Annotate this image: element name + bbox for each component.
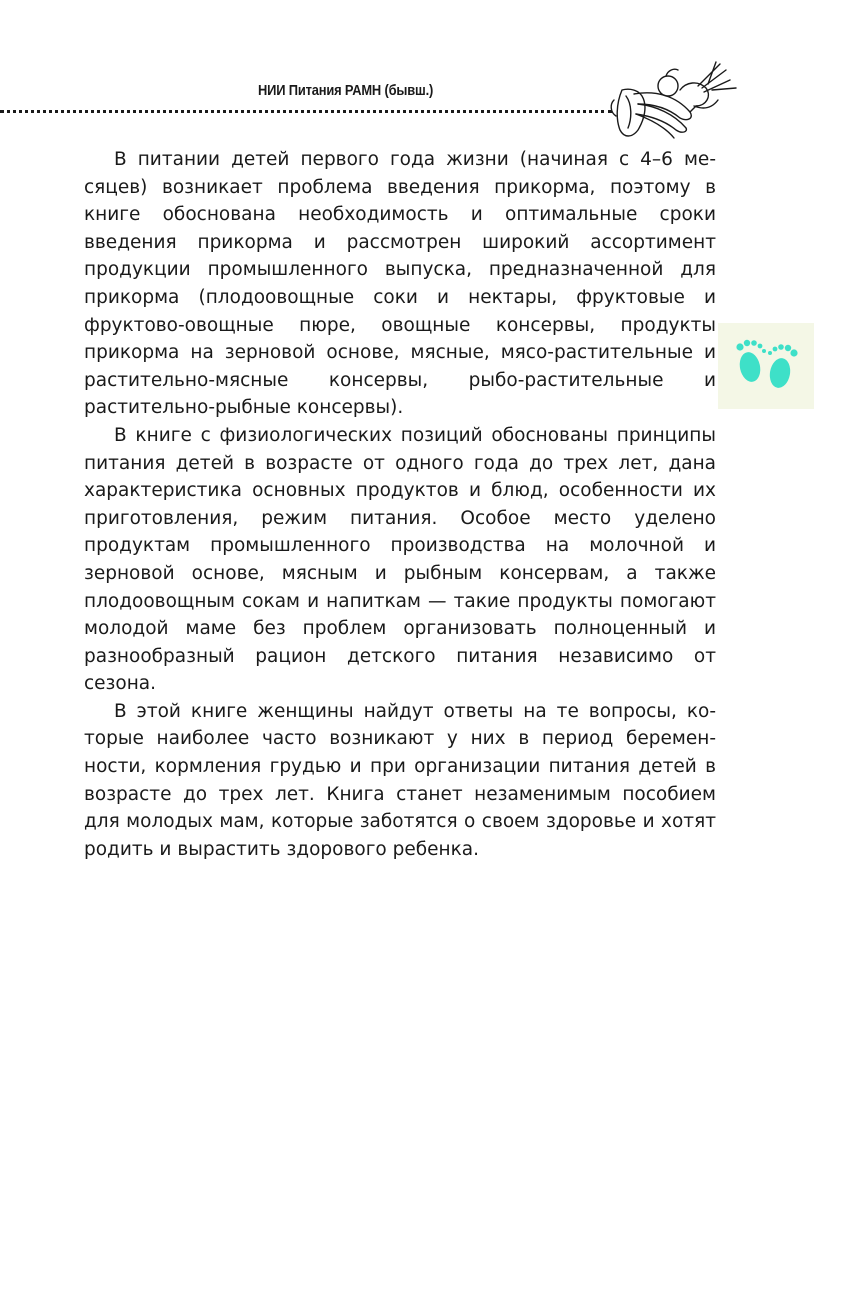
baby-footprints-icon xyxy=(728,333,804,397)
body-text xyxy=(84,146,716,863)
side-tab xyxy=(718,323,814,409)
dotted-divider xyxy=(0,110,612,113)
paragraph-2: В книге с физиологических позиций обоснованы принципы питания детей в возрасте от одного года до трех лет, дана характеристика основных продуктов и блюд, особенности их приготовления, режим питания. Особое место уделено продуктам промышленного производства на молочной и зерновой основе, мясным и рыбным консервам, а также плодоовощным сокам и напиткам — такие продукты помогают молодой маме без проблем организовать полноценный и разнообразный рацион детского питания независимо от сезона. xyxy=(84,424,716,695)
paragraph-3: В этой книге женщины найдут ответы на те вопросы, которые наиболее часто возникают у них в период беременности, кормления грудью и при организации питания детей в возрасте до трех лет. Книга станет незаменимым пособием для молодых мам, которые заботятся о своем здоровье и хотят родить и вырастить здорового ребенка. xyxy=(84,700,716,860)
paragraph-1: В питании детей первого года жизни (начиная с 4–6 месяцев) возникает проблема введения прикорма, поэтому в книге обоснована необходимость и оптимальные сроки введения прикорма и рассмотрен широкий ассортимент продукции промышленного выпуска, предназначенной для прикорма (плодоовощные соки и нектары, фруктовые и фруктово-овощные пюре, овощные консервы, продукты прикорма на зерновой основе, мясные, мясо-растительные и растительно-мясные консервы, рыбо-растительные и растительно-рыбные консервы). xyxy=(84,149,716,419)
running-header-title: НИИ Питания РАМН (бывш.) xyxy=(258,82,434,99)
fruit-vegetable-basket-icon xyxy=(608,60,742,140)
